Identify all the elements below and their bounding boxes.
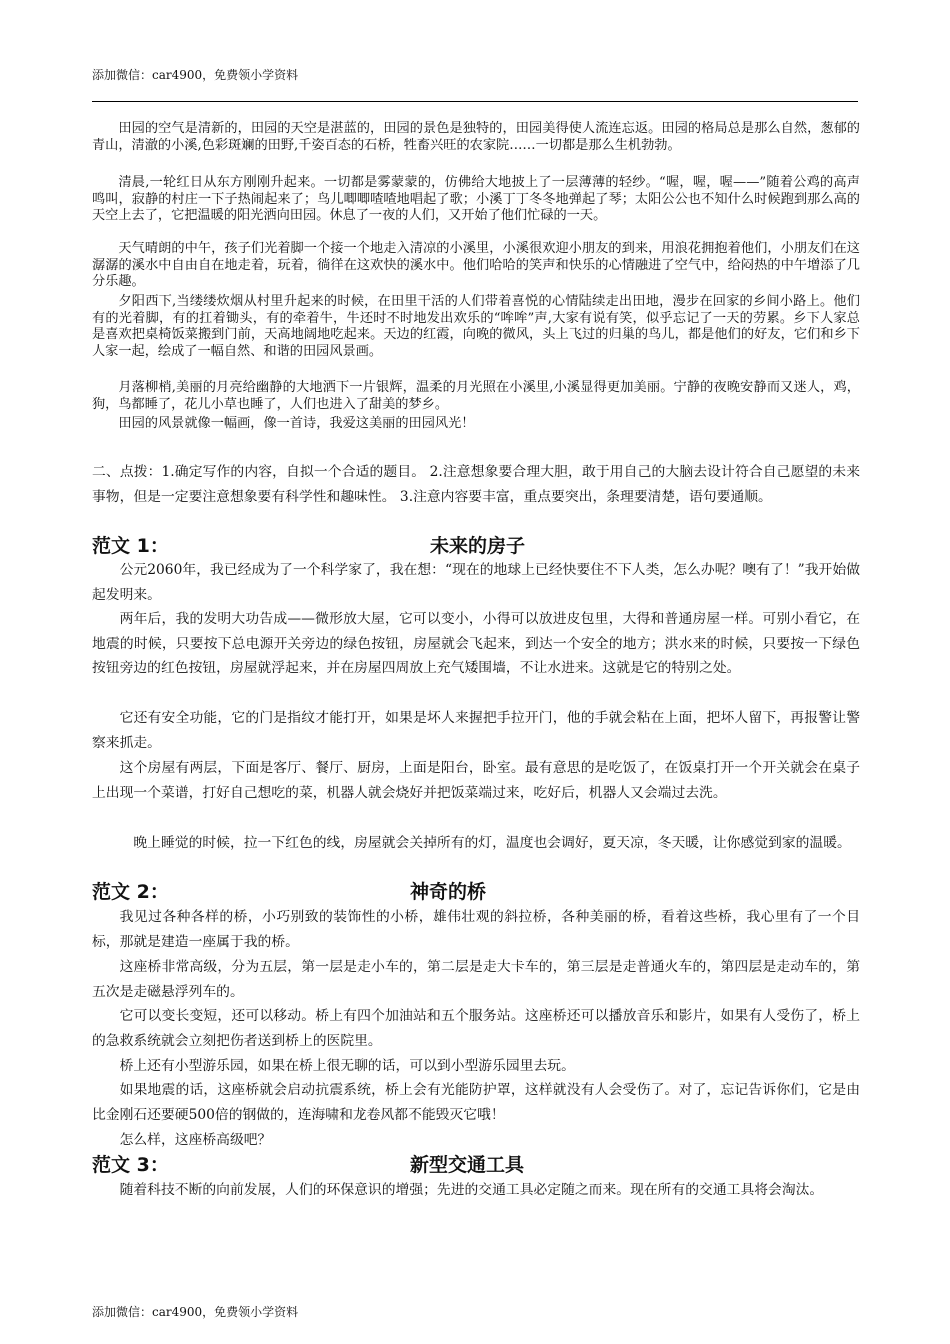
essay-paragraph: 随着科技不断的向前发展，人们的环保意识的增强；先进的交通工具必定随之而来。现在所有的交通工具将会淘汰。 xyxy=(119,1182,824,1198)
page-footer: 添加微信：car4900，免费领小学资料 xyxy=(92,1305,299,1319)
intro-paragraph: 天气晴朗的中午，孩子们光着脚一个接一个地走入清凉的小溪里，小溪很欢迎小朋友的到来，用浪花拥抱着他们，小朋友们在这潺潺的溪水中自由自在地走着，玩着，徜徉在这欢快的溪水中。他们哈哈的笑声和快乐的心情融进了空气中，给闷热的中午增添了几分乐趣。 xyxy=(92,241,860,289)
essay-paragraph: 这座桥非常高级，分为五层，第一层是走小车的，第二层是走大卡车的，第三层是走普通火车的，第四层是走动车的，第五次是走磁悬浮列车的。 xyxy=(92,959,860,1000)
intro-paragraph: 清晨,一轮红日从东方刚刚升起来。一切都是雾蒙蒙的，仿佛给大地披上了一层薄薄的轻纱。“喔，喔，喔——”随着公鸡的高声鸣叫，寂静的村庄一下子热闹起来了；鸟儿唧唧喳喳地唱起了歌；小溪丁丁冬冬地弹起了琴；太阳公公也不知什么时候跑到那么高的天空上去了，它把温暖的阳光洒向田园。休息了一夜的人们，又开始了他们忙碌的一天。 xyxy=(92,175,860,223)
essay-paragraph: 晚上睡觉的时候，拉一下红色的线，房屋就会关掉所有的灯，温度也会调好，夏天凉，冬天暖，让你感觉到家的温暖。 xyxy=(133,835,851,851)
essay-paragraph: 桥上还有小型游乐园，如果在桥上很无聊的话，可以到小型游乐园里去玩。 xyxy=(119,1058,575,1074)
header-divider xyxy=(92,101,858,102)
essay-paragraph: 它还有安全功能，它的门是指纹才能打开，如果是坏人来握把手拉开门，他的手就会粘在上面，把坏人留下，再报警让警察来抓走。 xyxy=(92,710,860,751)
essay-1-heading xyxy=(92,534,860,558)
intro-paragraph: 夕阳西下,当缕缕炊烟从村里升起来的时候，在田里干活的人们带着喜悦的心情陆续走出田地，漫步在回家的乡间小路上。他们有的光着脚，有的扛着锄头，有的牵着牛，牛还时不时地发出欢乐的“哞哞”声,大家有说有笑，似乎忘记了一天的劳累。乡下人家总是喜欢把桌椅饭菜搬到门前，天高地阔地吃起来。天边的红霞，向晚的微风，头上飞过的归巢的鸟儿，都是他们的好友，它们和乡下人家一起，绘成了一幅自然、和谐的田园风景画。 xyxy=(92,294,860,359)
essay-paragraph: 如果地震的话，这座桥就会启动抗震系统，桥上会有光能防护罩，这样就没有人会受伤了。对了，忘记告诉你们，它是由比金刚石还要硬500倍的钢做的，连海啸和龙卷风都不能毁灭它哦！ xyxy=(92,1082,860,1123)
essay-2-heading xyxy=(92,880,860,904)
essay-paragraph: 公元2060年，我已经成为了一个科学家了，我在想：“现在的地球上已经快要住不下人类，怎么办呢？噢有了！”我开始做起发明来。 xyxy=(92,562,860,603)
essay-paragraph: 怎么样，这座桥高级吧？ xyxy=(119,1132,272,1148)
essay-label: 范文 1： xyxy=(92,535,169,557)
essay-title: 未来的房子 xyxy=(430,535,526,557)
essay-paragraph: 它可以变长变短，还可以移动。桥上有四个加油站和五个服务站。这座桥还可以播放音乐和影片，如果有人受伤了，桥上的急救系统就会立刻把伤者送到桥上的医院里。 xyxy=(92,1008,860,1049)
essay-label: 范文 2： xyxy=(92,881,169,903)
intro-paragraph: 田园的空气是清新的，田园的天空是湛蓝的，田园的景色是独特的，田园美得使人流连忘返。田园的格局总是那么自然，葱郁的青山，清澈的小溪,色彩斑斓的田野,千姿百态的石桥，牲畜兴旺的农家院……一切都是那么生机勃勃。 xyxy=(92,121,860,153)
essay-title: 新型交通工具 xyxy=(410,1154,525,1176)
essay-label: 范文 3： xyxy=(92,1154,169,1176)
essay-paragraph: 我见过各种各样的桥，小巧别致的装饰性的小桥，雄伟壮观的斜拉桥，各种美丽的桥，看着这些桥，我心里有了一个目标，那就是建造一座属于我的桥。 xyxy=(92,909,860,950)
page-header: 添加微信：car4900，免费领小学资料 xyxy=(92,68,299,82)
essay-paragraph: 两年后，我的发明大功告成——微形放大屋，它可以变小，小得可以放进皮包里，大得和普通房屋一样。可别小看它，在地震的时候，只要按下总电源开关旁边的绿色按钮，房屋就会飞起来，到达一个安全的地方；洪水来的时候，只要按一下绿色按钮旁边的红色按钮，房屋就浮起来，并在房屋四周放上充气矮围墙，不让水进来。这就是它的特别之处。 xyxy=(92,611,860,676)
writing-tips: 二、点拨：1.确定写作的内容，自拟一个合适的题目。 2.注意想象要合理大胆，敢于用自己的大脑去设计符合自己愿望的未来事物，但是一定要注意想象要有科学性和趣味性。 3.注意内容要丰富，重点要突出，条理要清楚，语句要通顺。 xyxy=(92,464,860,505)
essay-3-heading xyxy=(92,1153,860,1177)
essay-paragraph: 这个房屋有两层，下面是客厅、餐厅、厨房，上面是阳台，卧室。最有意思的是吃饭了，在饭桌打开一个开关就会在桌子上出现一个菜谱，打好自己想吃的菜，机器人就会烧好并把饭菜端过来，吃好后，机器人又会端过去洗。 xyxy=(92,760,860,801)
essay-title: 神奇的桥 xyxy=(410,881,487,903)
intro-paragraph: 月落柳梢,美丽的月亮给幽静的大地洒下一片银辉，温柔的月光照在小溪里,小溪显得更加美丽。宁静的夜晚安静而又迷人，鸡，狗，鸟都睡了，花儿小草也睡了，人们也进入了甜美的梦乡。 xyxy=(92,380,860,412)
intro-paragraph: 田园的风景就像一幅画，像一首诗，我爱这美丽的田园风光！ xyxy=(118,416,475,431)
